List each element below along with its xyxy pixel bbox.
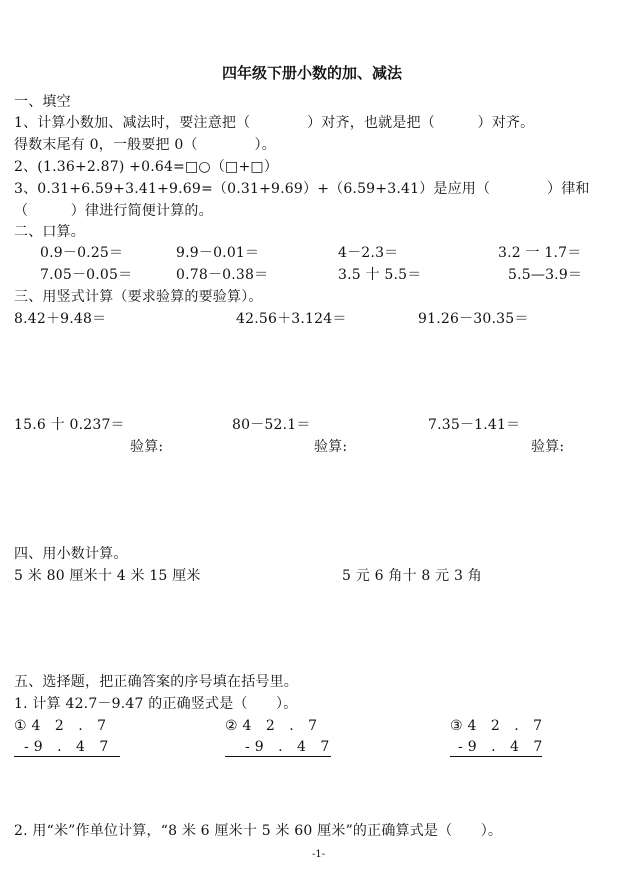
- q3-line1: 3、0.31+6.59+3.41+9.69=（0.31+9.69）+（6.59+3.41）是应用（ ）律和: [14, 181, 590, 197]
- q1-line2: 得数末尾有 0，一般要把 0（ ）。: [14, 137, 276, 153]
- option-b-bottom: -9 . 4 7: [245, 739, 335, 755]
- q3-line2: （ ）律进行简便计算的。: [14, 203, 213, 219]
- mental-calc-item: 9.9－0.01＝: [176, 245, 260, 261]
- check-label: 验算:: [531, 439, 565, 455]
- section1-heading: 一、填空: [14, 94, 71, 110]
- section3-heading: 三、用竖式计算（要求验算的要验算）。: [14, 289, 263, 305]
- option-c-top: ③4 2 . 7: [450, 718, 548, 734]
- page-title: 四年级下册小数的加、减法: [222, 64, 403, 82]
- option-b-top: ②4 2 . 7: [225, 718, 323, 734]
- q2: 2、(1.36+2.87) +0.64=□○（□+□）: [14, 159, 279, 175]
- check-label: 验算:: [130, 439, 164, 455]
- section5-heading: 五、选择题，把正确答案的序号填在括号里。: [14, 674, 298, 690]
- page-number: -1-: [312, 849, 326, 860]
- option-a-underline: [14, 756, 120, 757]
- option-b-underline: [225, 756, 331, 757]
- option-c-bottom: -9 . 4 7: [458, 739, 548, 755]
- vertical-calc-problem: 8.42＋9.48＝: [14, 311, 107, 327]
- check-label: 验算:: [314, 439, 348, 455]
- option-a-bottom: -9 . 4 7: [24, 739, 114, 755]
- choice-q1: 1. 计算 42.7－9.47 的正确竖式是（ ）。: [14, 696, 298, 712]
- vertical-calc-problem: 42.56＋3.124＝: [236, 311, 347, 327]
- mental-calc-item: 0.78－0.38＝: [176, 267, 269, 283]
- vertical-calc-problem: 15.6 十 0.237＝: [14, 417, 125, 433]
- section2-heading: 二、口算。: [14, 224, 85, 240]
- mental-calc-item: 4－2.3＝: [338, 245, 399, 261]
- vertical-calc-problem: 80－52.1＝: [232, 417, 311, 433]
- q1-line1: 1、计算小数加、减法时，要注意把（ ）对齐，也就是把（ ）对齐。: [14, 115, 535, 131]
- choice-q2: 2. 用“米”作单位计算，“8 米 6 厘米十 5 米 60 厘米”的正确算式是（ ）。: [14, 823, 503, 839]
- mental-calc-item: 5.5—3.9＝: [508, 267, 583, 283]
- mental-calc-item: 3.5 十 5.5＝: [338, 267, 422, 283]
- option-c-underline: [450, 756, 542, 757]
- mental-calc-item: 7.05－0.05＝: [40, 267, 133, 283]
- calc-item: 5 米 80 厘米十 4 米 15 厘米: [14, 568, 201, 584]
- option-a-top: ①4 2 . 7: [14, 718, 112, 734]
- mental-calc-item: 3.2 一 1.7＝: [498, 245, 582, 261]
- section4-heading: 四、用小数计算。: [14, 546, 128, 562]
- mental-calc-item: 0.9－0.25＝: [40, 245, 124, 261]
- calc-item: 5 元 6 角十 8 元 3 角: [342, 568, 482, 584]
- vertical-calc-problem: 7.35－1.41＝: [428, 417, 521, 433]
- vertical-calc-problem: 91.26－30.35＝: [418, 311, 529, 327]
